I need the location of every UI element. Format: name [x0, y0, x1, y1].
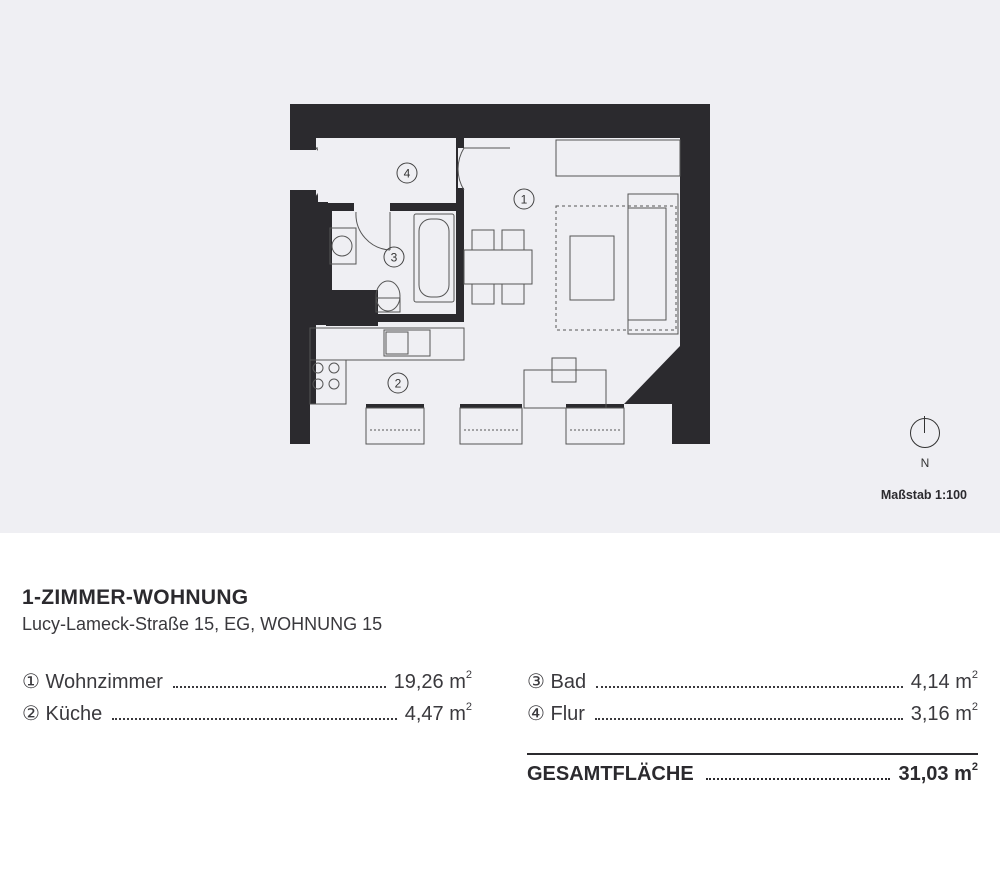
room-marker: ①: [22, 671, 40, 693]
scale-label: Maßstab 1:100: [880, 488, 967, 502]
room-row-kueche: [22, 700, 472, 726]
room-row-flur: [527, 700, 978, 726]
total-divider: [527, 753, 978, 755]
room-marker: ④: [527, 703, 545, 725]
room-name: Bad: [550, 671, 587, 693]
floor-fill: [318, 140, 454, 202]
dot-leader: [706, 778, 891, 780]
room-name: Wohnzimmer: [45, 671, 163, 693]
total-area-row: [527, 760, 978, 786]
room-area-value: 4,14 m: [910, 671, 972, 693]
room-label: [22, 669, 163, 694]
room-name: Küche: [45, 703, 103, 725]
compass-needle-icon: [924, 416, 925, 433]
room-area: [911, 703, 978, 726]
room-row-wohnzimmer: [22, 668, 472, 694]
dot-leader: [596, 686, 903, 688]
room-label: [527, 669, 586, 694]
north-compass: [908, 418, 944, 474]
unit-superscript: 2: [971, 761, 978, 773]
room-marker-label-3: 3: [390, 250, 398, 265]
page-title: 1-ZIMMER-WOHNUNG: [22, 586, 249, 609]
room-area-value: 3,16 m: [910, 703, 972, 725]
room-marker-label-1: 1: [520, 192, 528, 207]
room-area: [394, 671, 472, 694]
room-marker: ③: [527, 671, 545, 693]
total-area: [898, 763, 978, 786]
room-marker-label-2: 2: [394, 376, 402, 391]
room-area: [911, 671, 978, 694]
room-area: [405, 703, 472, 726]
unit-superscript: 2: [971, 701, 978, 713]
address-subtitle: Lucy-Lameck-Straße 15, EG, WOHNUNG 15: [22, 614, 383, 634]
unit-superscript: 2: [465, 669, 472, 681]
dot-leader: [173, 686, 386, 688]
room-marker-label-4: 4: [403, 166, 411, 181]
unit-superscript: 2: [465, 701, 472, 713]
unit-superscript: 2: [971, 669, 978, 681]
total-label: GESAMTFLÄCHE: [527, 763, 694, 785]
room-name: Flur: [550, 703, 585, 725]
room-row-bad: [527, 668, 978, 694]
compass-label: N: [920, 456, 930, 470]
dot-leader: [112, 718, 397, 720]
room-label: [527, 701, 585, 726]
windows: [366, 408, 624, 444]
room-label: [22, 701, 102, 726]
room-area-value: 19,26 m: [393, 671, 466, 693]
dot-leader: [595, 718, 903, 720]
total-area-value: 31,03 m: [898, 763, 972, 785]
room-marker: ②: [22, 703, 40, 725]
room-area-value: 4,47 m: [404, 703, 466, 725]
